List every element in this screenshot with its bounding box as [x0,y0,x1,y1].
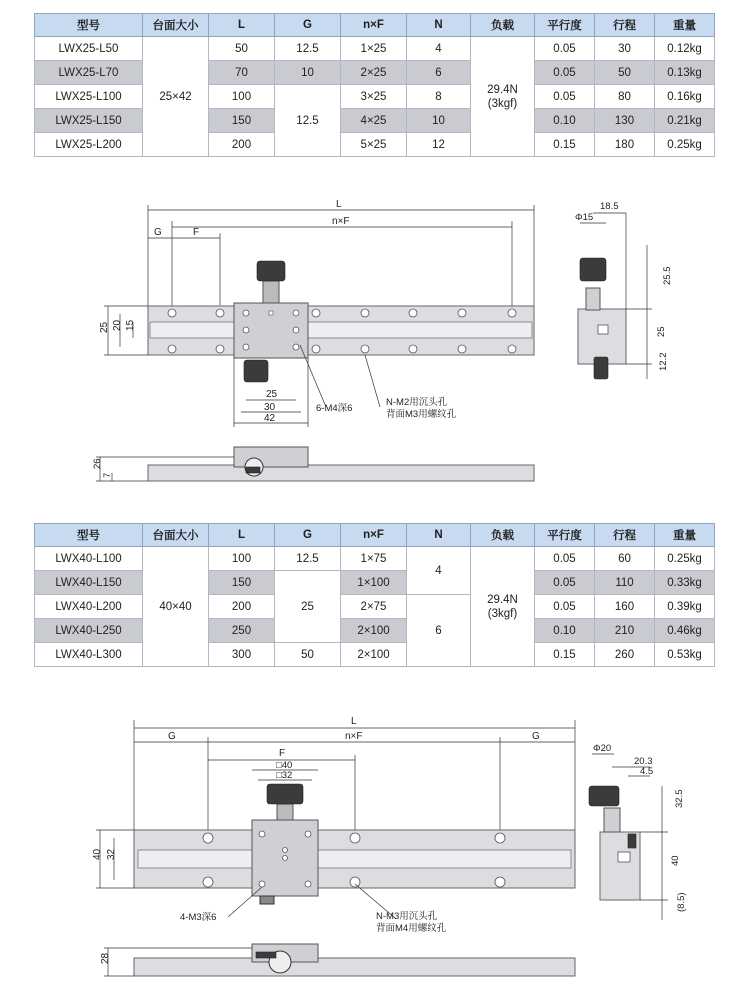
dim-8-5: (8.5) [676,892,687,912]
parallelism-cell: 0.15 [535,133,595,157]
L-cell: 250 [209,619,275,643]
weight-cell: 0.25kg [655,133,715,157]
model-cell: LWX25-L50 [35,37,143,61]
stage-size-cell: 25×42 [143,37,209,157]
clamp-icon [260,896,274,904]
knob-icon [267,784,303,804]
nF-cell: 4×25 [341,109,407,133]
col-header: G [275,524,341,547]
model-cell: LWX25-L70 [35,61,143,85]
table-row [35,37,715,61]
note-m4-thread: 背面M4用螺纹孔 [376,923,447,934]
dim-front-28: 28 [100,952,111,964]
model-cell: LWX25-L100 [35,85,143,109]
dim-40: 40 [92,848,103,860]
table-row [35,547,715,571]
dim-42w: 42 [264,413,276,424]
table-row [35,109,715,133]
parallelism-cell: 0.10 [535,619,595,643]
dim-side-25: 25 [656,326,667,337]
load-cell: 29.4N (3kgf) [471,547,535,667]
parallelism-cell: 0.05 [535,37,595,61]
dim-30w: 30 [264,402,276,413]
stroke-cell: 130 [595,109,655,133]
table-row [35,643,715,667]
parallelism-cell: 0.05 [535,61,595,85]
note-m3: 背面M3用螺纹孔 [386,409,457,420]
rail-slot [138,850,571,868]
dim-25: 25 [99,321,110,333]
weight-cell: 0.46kg [655,619,715,643]
dim-G-right: G [532,731,540,742]
dim-32: 32 [106,848,117,860]
dim-nF: n×F [345,731,363,742]
N-cell: 4 [407,547,471,595]
spec-table-lwx40 [34,523,715,667]
N-cell: 12 [407,133,471,157]
G-cell: 12.5 [275,85,341,157]
parallelism-cell: 0.05 [535,595,595,619]
weight-cell: 0.12kg [655,37,715,61]
weight-cell: 0.33kg [655,571,715,595]
knob-icon [257,261,285,281]
nF-cell: 3×25 [341,85,407,109]
col-header: 台面大小 [143,14,209,37]
col-header: 平行度 [535,524,595,547]
dim-front-7: 7 [102,472,113,478]
spec-table-lwx25 [34,13,715,157]
side-view [589,754,668,920]
N-cell: 8 [407,85,471,109]
col-header: 型号 [35,14,143,37]
dim-phi15: Φ15 [575,212,594,223]
table-row [35,619,715,643]
L-cell: 300 [209,643,275,667]
col-header: 负载 [471,524,535,547]
nF-cell: 2×100 [341,643,407,667]
col-header: 型号 [35,524,143,547]
stroke-cell: 260 [595,643,655,667]
parallelism-cell: 0.05 [535,85,595,109]
drawing-lwx25 [0,195,750,505]
note-m2: N-M2用沉头孔 [386,397,448,408]
L-cell: 50 [209,37,275,61]
model-cell: LWX40-L300 [35,643,143,667]
col-header: G [275,14,341,37]
knob-stem [277,804,293,820]
dim-sq40: □40 [276,760,293,771]
nF-cell: 5×25 [341,133,407,157]
note-m3-counter: N-M3用沉头孔 [376,911,438,922]
weight-cell: 0.21kg [655,109,715,133]
table-row [35,133,715,157]
dim-L: L [351,716,357,727]
dim-18-5: 18.5 [600,201,619,212]
model-cell: LWX40-L200 [35,595,143,619]
col-header: L [209,14,275,37]
dim-20-3: 20.3 [634,756,653,767]
weight-cell: 0.53kg [655,643,715,667]
dim-F: F [193,227,200,238]
nF-cell: 1×100 [341,571,407,595]
col-header: 平行度 [535,14,595,37]
dim-15: 15 [125,319,136,331]
col-header: 重量 [655,14,715,37]
col-header: 台面大小 [143,524,209,547]
col-header: N [407,14,471,37]
stroke-cell: 210 [595,619,655,643]
model-cell: LWX40-L100 [35,547,143,571]
clamp-knob-icon [244,360,268,382]
front-view [96,447,534,481]
nF-cell: 2×75 [341,595,407,619]
note-m3-depth: 4-M3深6 [180,912,217,923]
side-view [578,213,652,379]
table-header-row [35,14,715,37]
G-cell: 12.5 [275,37,341,61]
stroke-cell: 160 [595,595,655,619]
load-cell: 29.4N (3kgf) [471,37,535,157]
weight-cell: 0.13kg [655,61,715,85]
dim-32-5: 32.5 [674,789,685,808]
weight-cell: 0.39kg [655,595,715,619]
N-cell: 6 [407,595,471,667]
col-header: 行程 [595,524,655,547]
dim-G-left: G [168,731,176,742]
table-row [35,85,715,109]
G-cell: 10 [275,61,341,85]
dim-F: F [279,748,286,759]
parallelism-cell: 0.10 [535,109,595,133]
table-row [35,595,715,619]
table-row [35,571,715,595]
parallelism-cell: 0.05 [535,547,595,571]
model-cell: LWX25-L150 [35,109,143,133]
dim-25w: 25 [266,389,278,400]
dim-side-40: 40 [670,855,681,866]
stroke-cell: 30 [595,37,655,61]
stroke-cell: 60 [595,547,655,571]
dim-L: L [336,199,342,210]
model-cell: LWX40-L250 [35,619,143,643]
col-header: N [407,524,471,547]
col-header: n×F [341,524,407,547]
N-cell: 4 [407,37,471,61]
weight-cell: 0.16kg [655,85,715,109]
stroke-cell: 180 [595,133,655,157]
table-header-row [35,524,715,547]
col-header: 重量 [655,524,715,547]
dim-sq32: □32 [276,770,293,781]
L-cell: 100 [209,547,275,571]
dim-phi20: Φ20 [593,743,612,754]
nF-cell: 2×25 [341,61,407,85]
drawing-lwx40 [0,712,750,1000]
nF-cell: 2×100 [341,619,407,643]
N-cell: 10 [407,109,471,133]
parallelism-cell: 0.05 [535,571,595,595]
model-cell: LWX40-L150 [35,571,143,595]
dim-nF: n×F [332,216,350,227]
stroke-cell: 110 [595,571,655,595]
nF-cell: 1×25 [341,37,407,61]
L-cell: 70 [209,61,275,85]
dim-G: G [154,227,162,238]
dim-front-26: 26 [92,458,103,469]
G-cell: 25 [275,571,341,643]
front-view [104,944,575,976]
weight-cell: 0.25kg [655,547,715,571]
stage-size-cell: 40×40 [143,547,209,667]
nF-cell: 1×75 [341,547,407,571]
col-header: 行程 [595,14,655,37]
N-cell: 6 [407,61,471,85]
col-header: 负载 [471,14,535,37]
dim-4-5: 4.5 [640,766,654,777]
stroke-cell: 80 [595,85,655,109]
table-row [35,61,715,85]
knob-stem [263,281,279,303]
G-cell: 12.5 [275,547,341,571]
note-m4: 6-M4深6 [316,403,353,414]
L-cell: 150 [209,571,275,595]
dim-20: 20 [112,319,123,331]
L-cell: 150 [209,109,275,133]
rail-slot [150,322,532,338]
dim-25-5: 25.5 [662,266,673,285]
G-cell: 50 [275,643,341,667]
col-header: L [209,524,275,547]
L-cell: 200 [209,133,275,157]
col-header: n×F [341,14,407,37]
stroke-cell: 50 [595,61,655,85]
L-cell: 200 [209,595,275,619]
dim-12-2: 12.2 [658,352,669,371]
model-cell: LWX25-L200 [35,133,143,157]
L-cell: 100 [209,85,275,109]
parallelism-cell: 0.15 [535,643,595,667]
